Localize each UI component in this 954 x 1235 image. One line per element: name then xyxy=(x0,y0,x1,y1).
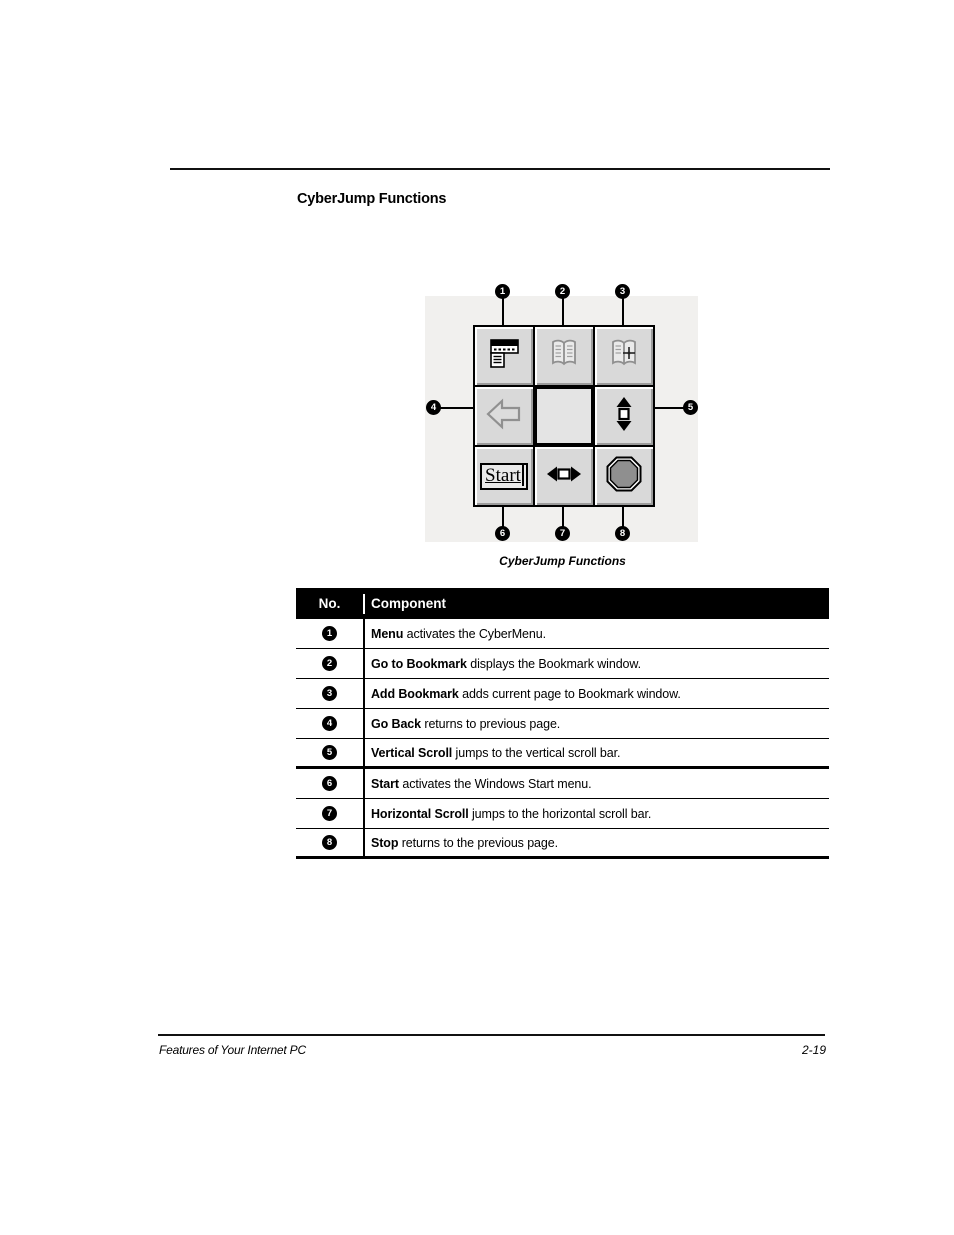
go-back-button-cell xyxy=(475,387,533,445)
table-row-7 xyxy=(296,799,829,829)
callout-line-1 xyxy=(502,297,504,326)
horizontal-scroll-button-cell xyxy=(535,447,593,505)
add-bookmark-book-icon xyxy=(605,335,643,378)
footer-page-number: 2-19 xyxy=(801,1043,826,1057)
callout-6: 6 xyxy=(495,526,510,541)
callout-2: 2 xyxy=(555,284,570,299)
top-divider xyxy=(170,168,830,170)
table-row-3 xyxy=(296,679,829,709)
stop-button-cell xyxy=(595,447,653,505)
start-button-graphic xyxy=(480,463,528,490)
row-description: Stop returns to the previous page. xyxy=(371,835,558,850)
row-number-badge: 1 xyxy=(322,626,337,641)
table-row-8 xyxy=(296,829,829,859)
callout-line-8 xyxy=(622,506,624,528)
vertical-scroll-icon xyxy=(605,395,643,438)
header-component: Component xyxy=(371,596,446,611)
start-label: Start xyxy=(485,465,524,486)
row-description: Horizontal Scroll jumps to the horizontal scroll bar. xyxy=(371,806,652,821)
center-blank-cell xyxy=(535,387,593,445)
callout-line-5 xyxy=(654,407,685,409)
row-number-badge: 4 xyxy=(322,716,337,731)
figure-caption: CyberJump Functions xyxy=(499,554,626,568)
row-number-badge: 5 xyxy=(322,745,337,760)
callout-8: 8 xyxy=(615,526,630,541)
back-arrow-icon xyxy=(484,394,524,439)
go-to-bookmark-button-cell xyxy=(535,327,593,385)
footer-divider xyxy=(158,1034,825,1036)
table-row-6 xyxy=(296,769,829,799)
row-description: Add Bookmark adds current page to Bookmark window. xyxy=(371,686,681,701)
stop-octagon-icon xyxy=(604,454,644,499)
horizontal-scroll-icon xyxy=(544,455,584,498)
bookmark-book-icon xyxy=(545,335,583,378)
footer-document-title: Features of Your Internet PC xyxy=(159,1043,306,1057)
menu-window-icon xyxy=(485,335,523,378)
cyberjump-figure xyxy=(425,280,700,543)
start-button-cell xyxy=(475,447,533,505)
row-description: Vertical Scroll jumps to the vertical scroll bar. xyxy=(371,745,621,760)
callout-line-3 xyxy=(622,297,624,326)
vertical-scroll-button-cell xyxy=(595,387,653,445)
row-description: Menu activates the CyberMenu. xyxy=(371,626,546,641)
callout-line-2 xyxy=(562,297,564,326)
row-number-badge: 3 xyxy=(322,686,337,701)
menu-button-cell xyxy=(475,327,533,385)
row-number-badge: 7 xyxy=(322,806,337,821)
callout-3: 3 xyxy=(615,284,630,299)
table-header-row xyxy=(296,588,829,619)
row-number-badge: 8 xyxy=(322,835,337,850)
row-number-badge: 2 xyxy=(322,656,337,671)
table-row-4 xyxy=(296,709,829,739)
row-description: Go to Bookmark displays the Bookmark window. xyxy=(371,656,642,671)
callout-7: 7 xyxy=(555,526,570,541)
table-row-1 xyxy=(296,619,829,649)
table-row-2 xyxy=(296,649,829,679)
cyberjump-button-grid xyxy=(473,325,655,507)
page-heading: CyberJump Functions xyxy=(297,191,447,207)
callout-line-6 xyxy=(502,506,504,528)
add-bookmark-button-cell xyxy=(595,327,653,385)
row-description: Go Back returns to previous page. xyxy=(371,716,561,731)
callout-1: 1 xyxy=(495,284,510,299)
callout-line-4 xyxy=(438,407,474,409)
row-number-badge: 6 xyxy=(322,776,337,791)
table-row-5 xyxy=(296,739,829,769)
row-description: Start activates the Windows Start menu. xyxy=(371,776,592,791)
header-no: No. xyxy=(296,594,365,614)
callout-line-7 xyxy=(562,506,564,528)
callout-4: 4 xyxy=(426,400,441,415)
components-table xyxy=(296,588,829,859)
callout-5: 5 xyxy=(683,400,698,415)
